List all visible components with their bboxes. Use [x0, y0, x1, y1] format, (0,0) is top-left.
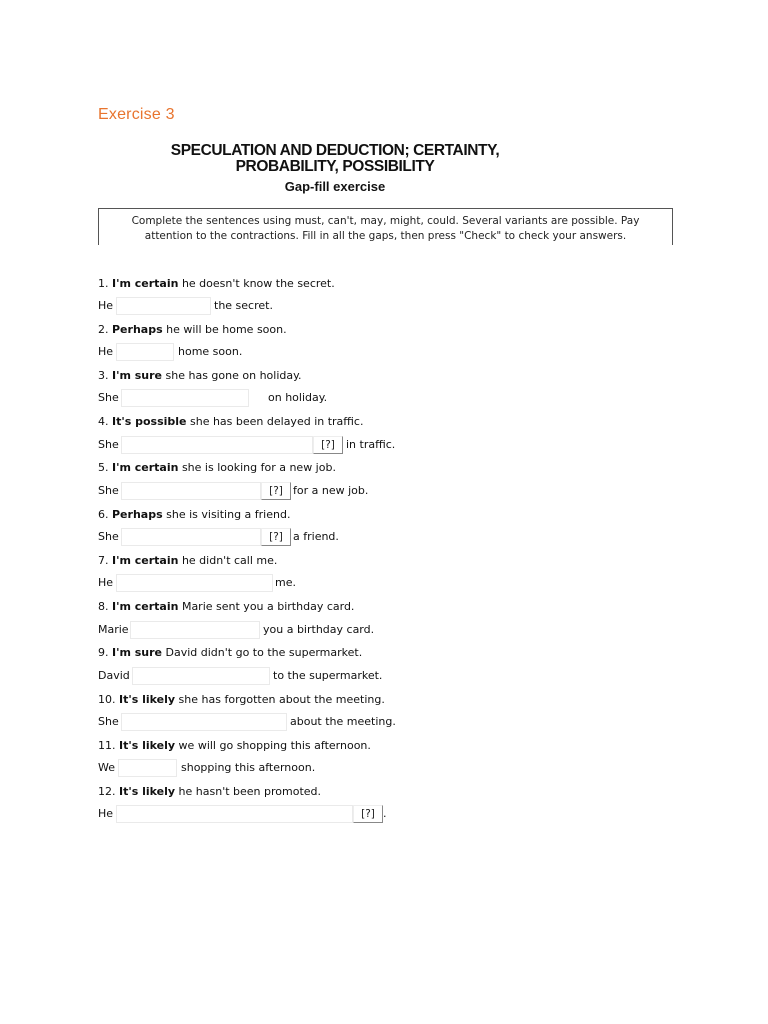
question-text: Marie sent you a birthday card.: [178, 600, 355, 613]
answer-suffix: a friend.: [293, 530, 339, 543]
hint-button[interactable]: [?]: [353, 805, 383, 823]
answer-row-8: [98, 621, 418, 641]
answer-row-1: [98, 297, 418, 317]
answer-prefix: Marie: [98, 623, 129, 636]
answer-prefix: We: [98, 761, 115, 774]
question-2: [98, 323, 287, 336]
gap-input-10[interactable]: [121, 713, 287, 731]
gap-input-9[interactable]: [132, 667, 270, 685]
answer-suffix: shopping this afternoon.: [181, 761, 316, 774]
hint-button[interactable]: [?]: [261, 528, 291, 546]
answer-row-12: [98, 805, 418, 825]
answer-suffix: in traffic.: [346, 438, 396, 451]
question-keyword: Perhaps: [112, 508, 163, 521]
question-keyword: It's likely: [119, 785, 176, 798]
answer-prefix: He: [98, 807, 114, 820]
answer-row-11: [98, 759, 418, 779]
question-text: David didn't go to the supermarket.: [162, 646, 363, 659]
question-keyword: It's possible: [112, 415, 187, 428]
question-number: 8.: [98, 600, 112, 613]
answer-suffix: for a new job.: [293, 484, 369, 497]
answer-suffix: you a birthday card.: [263, 623, 375, 636]
gap-input-7[interactable]: [116, 574, 273, 592]
question-number: 5.: [98, 461, 112, 474]
question-5: [98, 461, 336, 474]
gap-input-12[interactable]: [116, 805, 353, 823]
question-keyword: Perhaps: [112, 323, 163, 336]
question-text: we will go shopping this afternoon.: [175, 739, 371, 752]
answer-prefix: She: [98, 530, 119, 543]
question-8: [98, 600, 354, 613]
answer-row-2: [98, 343, 418, 363]
question-9: [98, 646, 362, 659]
answer-row-6: [98, 528, 418, 548]
question-text: she is looking for a new job.: [178, 461, 336, 474]
question-keyword: It's likely: [119, 693, 176, 706]
question-number: 12.: [98, 785, 119, 798]
question-text: he didn't call me.: [178, 554, 278, 567]
question-7: [98, 554, 277, 567]
gap-input-1[interactable]: [116, 297, 211, 315]
gap-input-4[interactable]: [121, 436, 313, 454]
question-text: he doesn't know the secret.: [178, 277, 335, 290]
answer-prefix: He: [98, 345, 114, 358]
answer-prefix: She: [98, 438, 119, 451]
answer-suffix: on holiday.: [268, 391, 328, 404]
page-title: SPECULATION AND DEDUCTION; CERTAINTY, PROBABILITY, POSSIBILITY: [170, 142, 500, 175]
answer-prefix: He: [98, 576, 114, 589]
question-1: [98, 277, 335, 290]
question-text: she is visiting a friend.: [162, 508, 291, 521]
question-keyword: I'm certain: [112, 554, 179, 567]
question-number: 6.: [98, 508, 112, 521]
question-keyword: I'm certain: [112, 600, 179, 613]
answer-row-4: [98, 436, 418, 456]
question-number: 9.: [98, 646, 112, 659]
answer-prefix: David: [98, 669, 130, 682]
gap-input-3[interactable]: [121, 389, 249, 407]
question-number: 3.: [98, 369, 112, 382]
answer-prefix: She: [98, 715, 119, 728]
question-4: [98, 415, 363, 428]
answer-row-7: [98, 574, 418, 594]
question-number: 10.: [98, 693, 119, 706]
gap-input-6[interactable]: [121, 528, 261, 546]
answer-suffix: about the meeting.: [290, 715, 396, 728]
question-3: [98, 369, 302, 382]
question-text: she has been delayed in traffic.: [186, 415, 364, 428]
question-keyword: I'm sure: [112, 369, 163, 382]
page-subtitle: Gap-fill exercise: [284, 179, 386, 194]
exercise-label: Exercise 3: [98, 106, 175, 123]
question-number: 7.: [98, 554, 112, 567]
gap-input-2[interactable]: [116, 343, 174, 361]
question-12: [98, 785, 321, 798]
question-11: [98, 739, 371, 752]
gap-input-11[interactable]: [118, 759, 177, 777]
gap-input-5[interactable]: [121, 482, 261, 500]
question-10: [98, 693, 385, 706]
hint-button[interactable]: [?]: [261, 482, 291, 500]
hint-button[interactable]: [?]: [313, 436, 343, 454]
question-keyword: I'm certain: [112, 461, 179, 474]
question-keyword: I'm certain: [112, 277, 179, 290]
question-keyword: I'm sure: [112, 646, 163, 659]
answer-suffix: the secret.: [214, 299, 273, 312]
answer-suffix: home soon.: [178, 345, 243, 358]
answer-row-5: [98, 482, 418, 502]
answer-prefix: She: [98, 391, 119, 404]
answer-suffix: .: [383, 807, 387, 820]
answer-prefix: He: [98, 299, 114, 312]
question-number: 1.: [98, 277, 112, 290]
instructions-box: Complete the sentences using must, can't, may, might, could. Several variants are possible. Pay attention to the contractions. Fill in all the gaps, then press "Check" to check your answers.: [98, 208, 673, 245]
question-text: she has forgotten about the meeting.: [175, 693, 385, 706]
answer-row-10: [98, 713, 418, 733]
question-keyword: It's likely: [119, 739, 176, 752]
question-number: 4.: [98, 415, 112, 428]
question-number: 11.: [98, 739, 119, 752]
question-text: he will be home soon.: [162, 323, 287, 336]
answer-row-3: [98, 389, 418, 409]
answer-suffix: me.: [275, 576, 296, 589]
question-6: [98, 508, 290, 521]
question-number: 2.: [98, 323, 112, 336]
gap-input-8[interactable]: [130, 621, 260, 639]
answer-prefix: She: [98, 484, 119, 497]
answer-suffix: to the supermarket.: [273, 669, 383, 682]
question-text: he hasn't been promoted.: [175, 785, 322, 798]
question-text: she has gone on holiday.: [162, 369, 302, 382]
answer-row-9: [98, 667, 418, 687]
